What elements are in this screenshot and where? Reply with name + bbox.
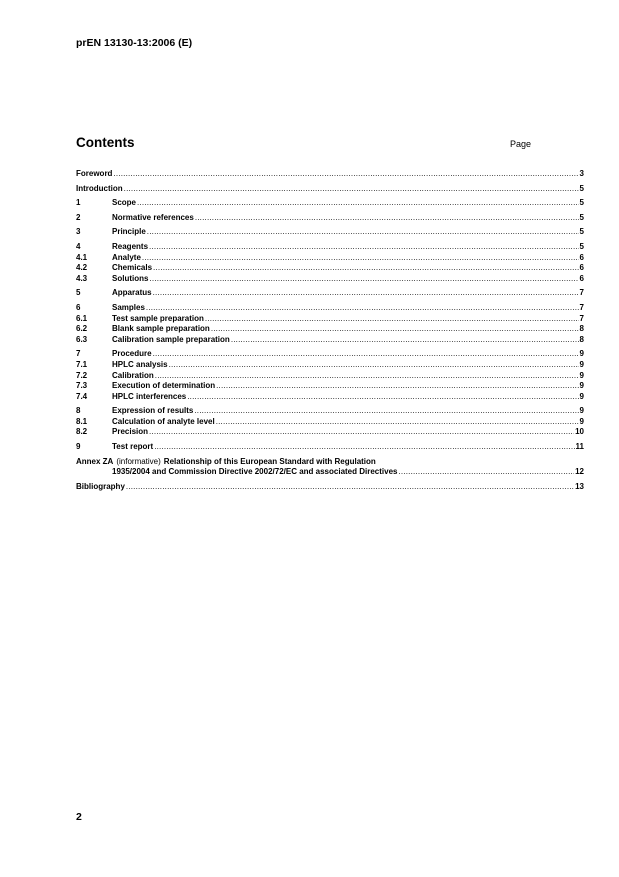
- toc-entry[interactable]: [76, 253, 584, 264]
- toc-entry-page: 9: [579, 370, 584, 380]
- toc-entry[interactable]: [76, 227, 584, 238]
- toc-entry-title: Principle: [112, 227, 146, 237]
- toc-entry[interactable]: [76, 303, 584, 314]
- toc-group: [76, 169, 584, 180]
- toc-group: [76, 406, 584, 438]
- toc-leader-dots: [216, 381, 578, 391]
- page-column-label: Page: [510, 139, 532, 149]
- toc-leader-dots: [211, 324, 579, 334]
- toc-annex[interactable]: [76, 457, 584, 478]
- toc-entry-page: 7: [579, 313, 584, 323]
- toc-entry-number: 9: [76, 442, 81, 452]
- toc-leader-dots: [137, 198, 579, 208]
- toc-entry-title: Reagents: [112, 241, 149, 251]
- toc-entry-title: Apparatus: [112, 288, 152, 298]
- toc-entry-title: Calibration sample preparation: [112, 334, 230, 344]
- toc-leader-dots: [149, 274, 578, 284]
- toc-entry[interactable]: [76, 360, 584, 371]
- toc-group: [76, 227, 584, 238]
- toc-entry-number: 1: [76, 198, 81, 208]
- toc-leader-dots: [149, 427, 574, 437]
- toc-entry-title: Calibration: [112, 370, 154, 380]
- toc-annex-title-line2: 1935/2004 and Commission Directive 2002/72/EC and associated Directives: [112, 467, 398, 477]
- toc-entry[interactable]: [76, 427, 584, 438]
- toc-leader-dots: [398, 467, 574, 477]
- toc-group: [76, 198, 584, 209]
- toc-entry-number: 7.3: [76, 381, 88, 391]
- toc-leader-dots: [153, 263, 579, 273]
- toc-leader-dots: [146, 303, 579, 313]
- toc-entry-number: 8.2: [76, 427, 88, 437]
- toc-entry-number: 4.2: [76, 263, 88, 273]
- toc-entry: [76, 482, 584, 493]
- toc-entry-number: 8.1: [76, 416, 88, 426]
- toc-entry-title: Normative references: [112, 212, 194, 222]
- toc-entry-title: Execution of determination: [112, 381, 216, 391]
- document-reference: prEN 13130-13:2006 (E): [76, 37, 193, 49]
- toc-group: [76, 442, 584, 453]
- toc-entry-title: Scope: [112, 198, 137, 208]
- toc-entry-page: 10: [575, 427, 584, 437]
- toc-group: [76, 184, 584, 195]
- toc-entry-page: 9: [579, 359, 584, 369]
- toc-annex-label: Annex ZA: [76, 456, 114, 466]
- toc-leader-dots: [195, 213, 579, 223]
- toc-entry-title: Test sample preparation: [112, 313, 204, 323]
- toc-leader-dots: [169, 360, 579, 370]
- toc-leader-dots: [154, 442, 574, 452]
- toc-group: [76, 288, 584, 299]
- toc-entry[interactable]: [76, 169, 584, 180]
- toc-leader-dots: [142, 253, 579, 263]
- toc-group: [76, 303, 584, 345]
- toc-entry-title: Calculation of analyte level: [112, 416, 215, 426]
- toc-entry-title: Expression of results: [112, 406, 194, 416]
- toc-leader-dots: [153, 288, 579, 298]
- toc-entry-number: 6: [76, 302, 81, 312]
- toc-leader-dots: [149, 242, 579, 252]
- toc-entry[interactable]: [76, 213, 584, 224]
- toc-entry[interactable]: [76, 198, 584, 209]
- toc-entry-number: 7: [76, 349, 81, 359]
- toc-entry-page: 3: [579, 169, 584, 178]
- toc-entry[interactable]: [76, 406, 584, 417]
- toc-entry-page: 5: [579, 183, 584, 193]
- toc-group: [76, 242, 584, 284]
- toc-groups: [76, 169, 584, 453]
- toc-entry-page: 7: [579, 302, 584, 312]
- toc-entry-number: 7.4: [76, 391, 88, 401]
- toc-entry-title: Solutions: [112, 273, 149, 283]
- toc-entry-page: 11: [575, 442, 584, 452]
- toc-entry-page: 8: [579, 324, 584, 334]
- toc-entry[interactable]: [76, 381, 584, 392]
- toc-entry-page: 6: [579, 252, 584, 262]
- contents-heading: Contents: [76, 135, 135, 150]
- toc-entry-page: 7: [579, 288, 584, 298]
- toc-annex-line1: [76, 457, 584, 468]
- toc-entry-page: 13: [575, 481, 584, 491]
- toc-entry[interactable]: [76, 242, 584, 253]
- toc-entry-page: 8: [579, 334, 584, 344]
- toc-entry-page: 5: [579, 212, 584, 222]
- toc-entry[interactable]: [76, 263, 584, 274]
- toc-entry[interactable]: [76, 274, 584, 285]
- toc-entry-number: 3: [76, 227, 81, 237]
- toc-entry-page: 6: [579, 263, 584, 273]
- toc-entry-title: HPLC analysis: [112, 359, 168, 369]
- toc-entry-title: Introduction: [76, 183, 123, 193]
- toc-annex-line2: [76, 467, 584, 478]
- toc-annex-page: 12: [575, 467, 584, 477]
- toc-leader-dots: [126, 482, 574, 492]
- toc-entry[interactable]: [76, 349, 584, 360]
- toc-entry-title: Blank sample preparation: [112, 324, 210, 334]
- toc-entry-title: Procedure: [112, 349, 152, 359]
- toc-entry-page: 5: [579, 227, 584, 237]
- toc-entry-title: Samples: [112, 302, 145, 312]
- toc-entry-title: Foreword: [76, 169, 113, 178]
- toc-leader-dots: [231, 335, 579, 345]
- toc-entry-title: Chemicals: [112, 263, 153, 273]
- toc-entry-page: 6: [579, 273, 584, 283]
- page-number: 2: [76, 811, 82, 823]
- toc-entry-number: 5: [76, 288, 81, 298]
- toc-entry-title: Analyte: [112, 252, 141, 262]
- toc-entry-title: HPLC interferences: [112, 391, 187, 401]
- toc-entry[interactable]: [76, 184, 584, 195]
- toc-entry-number: 2: [76, 212, 81, 222]
- toc-entry-title: Test report: [112, 442, 154, 452]
- toc-leader-dots: [205, 314, 579, 324]
- toc-entry-number: 7.1: [76, 359, 88, 369]
- toc-entry-title: Precision: [112, 427, 149, 437]
- toc-leader-dots: [113, 169, 578, 179]
- toc-group: [76, 349, 584, 402]
- toc-entry[interactable]: [76, 442, 584, 453]
- toc-annex-type: (informative): [116, 456, 161, 466]
- toc-entry[interactable]: [76, 417, 584, 428]
- toc-entry-number: 7.2: [76, 370, 88, 380]
- toc-entry[interactable]: [76, 288, 584, 299]
- toc-entry-number: 4.3: [76, 273, 88, 283]
- toc-leader-dots: [153, 349, 579, 359]
- toc-leader-dots: [155, 371, 579, 381]
- toc-entry-number: 8: [76, 406, 81, 416]
- toc-entry-page: 9: [579, 349, 584, 359]
- toc-entry-page: 5: [579, 241, 584, 251]
- toc-entry-page: 9: [579, 381, 584, 391]
- table-of-contents: [76, 169, 584, 496]
- toc-leader-dots: [147, 227, 579, 237]
- toc-entry-page: 9: [579, 416, 584, 426]
- toc-entry-title: Bibliography: [76, 481, 125, 491]
- toc-entry-number: 6.3: [76, 334, 88, 344]
- toc-leader-dots: [124, 184, 579, 194]
- toc-entry[interactable]: [76, 314, 584, 325]
- toc-entry-page: 9: [579, 406, 584, 416]
- toc-entry-page: 9: [579, 391, 584, 401]
- toc-entry[interactable]: [76, 392, 584, 403]
- toc-entry-number: 4.1: [76, 252, 88, 262]
- toc-entry[interactable]: [76, 335, 584, 346]
- toc-leader-dots: [216, 417, 579, 427]
- toc-annex-title-line1: Relationship of this European Standard with Regulation: [163, 456, 376, 466]
- toc-leader-dots: [194, 406, 578, 416]
- toc-entry[interactable]: [76, 371, 584, 382]
- toc-entry[interactable]: [76, 324, 584, 335]
- toc-group: [76, 213, 584, 224]
- toc-leader-dots: [187, 392, 578, 402]
- toc-entry-page: 5: [579, 198, 584, 208]
- toc-entry-number: 4: [76, 241, 81, 251]
- toc-bibliography[interactable]: [76, 482, 584, 493]
- toc-entry-number: 6.1: [76, 313, 88, 323]
- toc-entry-number: 6.2: [76, 324, 88, 334]
